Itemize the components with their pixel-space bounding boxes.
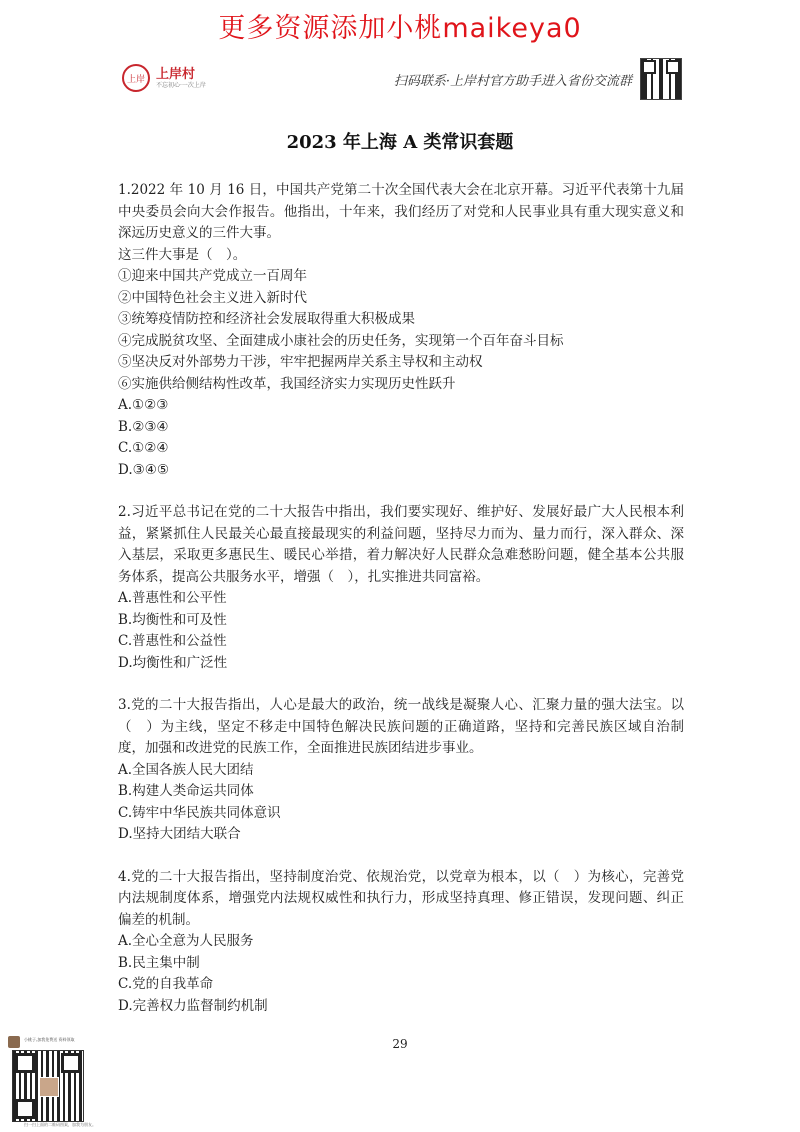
- brand-logo: [122, 64, 206, 92]
- page-header: [122, 58, 682, 102]
- header-contact-area: [394, 58, 682, 100]
- statement-item: ③统筹疫情防控和经济社会发展取得重大积极成果: [118, 311, 415, 327]
- statement-item: ⑥实施供给侧结构性改革，我国经济实力实现历史性跃升: [118, 375, 456, 392]
- avatar: [8, 1036, 20, 1048]
- logo-text: [156, 67, 206, 90]
- option-b: B.均衡性和可及性: [118, 611, 227, 628]
- option-b: B.②③④: [118, 418, 169, 435]
- logo-slogan: 不忘初心·一次上岸: [156, 81, 206, 89]
- question-4: [118, 867, 684, 1018]
- page-title: 2023 年上海 A 类常识套题: [286, 132, 514, 153]
- option-a: A.①②③: [118, 397, 169, 413]
- qr-code-icon: [640, 58, 682, 100]
- option-c: C.①②④: [118, 440, 169, 456]
- corner-caption: 小桃子,加我免费送 资料领取: [24, 1037, 75, 1042]
- question-stem: 2.习近平总书记在党的二十大报告中指出，我们要实现好、维护好、发展好最广大人民根本利益，紧紧抓住人民最关心最直接最现实的利益问题，坚持尽力而为、量力而行，深入群众、深入基层，采取更多惠民生、暖民心举措，着力解决好人民群众急难愁盼问题，健全基本公共服务体系，提高公共服务水平，增强（ ），扎实推进共同富裕。: [118, 504, 684, 585]
- question-3: [118, 695, 684, 846]
- qr-center-photo: [39, 1077, 59, 1097]
- question-list: [118, 180, 684, 1038]
- option-d: D.完善权力监督制约机制: [118, 997, 268, 1014]
- statement-item: ⑤坚决反对外部势力干涉，牢牢把握两岸关系主导权和主动权: [118, 354, 483, 370]
- question-1: [118, 180, 684, 481]
- corner-footer: 扫一扫上面的二维码图案，加我为朋友。: [24, 1122, 96, 1127]
- statement-item: ①迎来中国共产党成立一百周年: [118, 268, 307, 284]
- question-stem: 4.党的二十大报告指出，坚持制度治党、依规治党，以党章为根本，以（ ）为核心，完善党内法规制度体系，增强党内法规权威性和执行力，形成坚持真理、修正错误，发现问题、纠正偏差的机制。: [118, 868, 684, 928]
- contact-text: 扫码联系·上岸村官方助手进入省份交流群: [393, 73, 632, 89]
- question-stem: 1.2022 年 10 月 16 日，中国共产党第二十次全国代表大会在北京开幕。习近平代表第十九届中央委员会向大会作报告。他指出，十年来，我们经历了对党和人民事业具有重大现实意义和深远历史意义的三件大事。: [118, 182, 684, 241]
- page-number: 29: [392, 1037, 408, 1051]
- option-c: C.铸牢中华民族共同体意识: [118, 804, 281, 821]
- question-prompt: 这三件大事是（ ）。: [118, 246, 247, 263]
- logo-name: 上岸村: [156, 66, 196, 82]
- option-b: B.构建人类命运共同体: [118, 783, 254, 799]
- option-c: C.党的自我革命: [118, 976, 214, 992]
- option-a: A.全国各族人民大团结: [118, 761, 254, 778]
- statement-item: ②中国特色社会主义进入新时代: [118, 289, 307, 306]
- option-d: D.均衡性和广泛性: [118, 654, 228, 671]
- option-a: A.全心全意为人民服务: [118, 933, 254, 949]
- option-d: D.坚持大团结大联合: [118, 826, 241, 842]
- question-stem: 3.党的二十大报告指出，人心是最大的政治，统一战线是凝聚人心、汇聚力量的强大法宝。以（ ）为主线，坚定不移走中国特色解决民族问题的正确道路，坚持和完善民族区域自治制度，加强和改进党的民族工作，全面推进民族团结进步事业。: [118, 697, 684, 756]
- option-b: B.民主集中制: [118, 954, 200, 971]
- corner-qr-card: [8, 1036, 108, 1128]
- option-d: D.③④⑤: [118, 461, 169, 478]
- wechat-qr-code-icon: [12, 1050, 84, 1122]
- option-a: A.普惠性和公平性: [118, 590, 227, 606]
- statement-item: ④完成脱贫攻坚、全面建成小康社会的历史任务，实现第一个百年奋斗目标: [118, 332, 564, 349]
- qr-finder-icon: [15, 1053, 35, 1073]
- qr-finder-icon: [61, 1053, 81, 1073]
- watermark-banner: 更多资源添加小桃maikeya0: [218, 13, 582, 44]
- option-c: C.普惠性和公益性: [118, 633, 227, 649]
- qr-finder-icon: [15, 1099, 35, 1119]
- question-2: [118, 502, 684, 674]
- logo-seal-icon: 上岸: [122, 64, 150, 92]
